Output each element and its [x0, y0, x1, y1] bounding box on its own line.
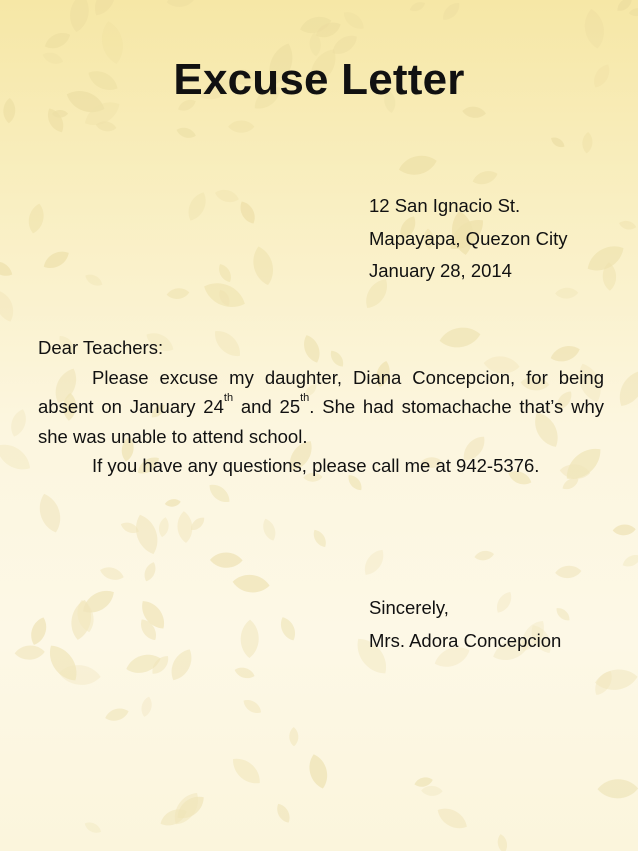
paragraph-contact: If you have any questions, please call me at 942-5376.: [92, 455, 540, 477]
paragraph-excuse: [38, 363, 604, 452]
letter-body: [38, 333, 604, 481]
address-city: Mapayapa, Quezon City: [369, 227, 568, 249]
closing-block: [369, 592, 561, 657]
signature-name: Mrs. Adora Concepcion: [369, 629, 562, 651]
page-title: Excuse Letter: [173, 55, 465, 104]
ordinal-suffix-25: th: [300, 392, 310, 405]
letter-date: January 28, 2014: [369, 260, 512, 282]
paragraph-excuse-text-1: Please excuse my daughter, Diana Concepcion, for being absent on January 24: [38, 366, 604, 418]
ordinal-suffix-24: th: [223, 392, 234, 405]
complimentary-close: Sincerely,: [369, 597, 449, 618]
paragraph-excuse-text-2: and 25: [233, 396, 301, 418]
paragraph-excuse-text-3: . She had stomachache that’s why she was unable to attend school.: [38, 396, 604, 447]
sender-address-block: [369, 190, 629, 288]
address-street: 12 San Ignacio St.: [369, 195, 521, 216]
salutation: Dear Teachers:: [38, 337, 164, 358]
